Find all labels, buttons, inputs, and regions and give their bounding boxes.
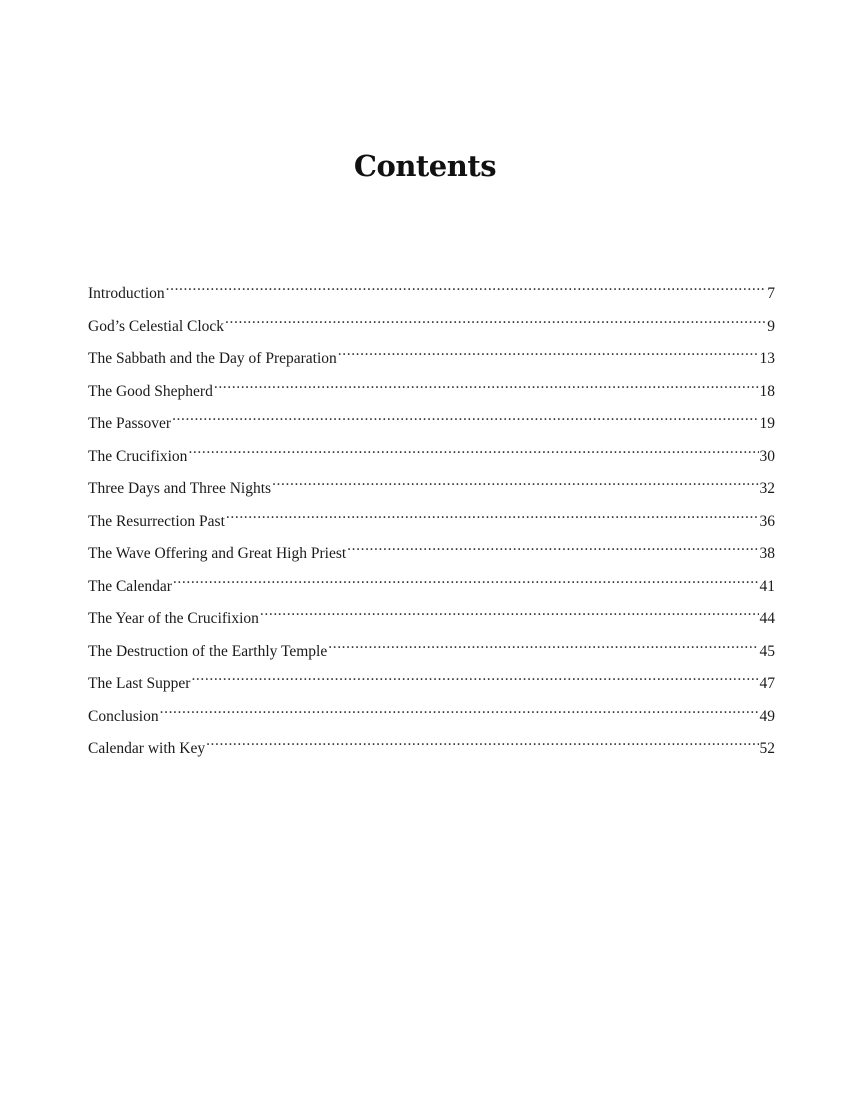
toc-entry-title: The Sabbath and the Day of Preparation xyxy=(88,350,337,367)
dot-leader xyxy=(188,437,758,461)
toc-entry-page: 41 xyxy=(759,577,775,595)
toc-entry-page: 9 xyxy=(767,317,775,335)
dot-leader xyxy=(260,599,759,623)
toc-entry-title: The Crucifixion xyxy=(88,447,188,465)
toc-entry xyxy=(88,307,775,340)
toc-entry-page: 47 xyxy=(759,675,775,692)
toc-entry-page: 49 xyxy=(759,707,775,725)
dot-leader xyxy=(225,307,766,331)
toc-entry-title: The Wave Offering and Great High Priest xyxy=(88,545,347,562)
toc-entry xyxy=(88,697,775,730)
toc-entry xyxy=(88,339,775,372)
toc-entry-title: The Last Supper xyxy=(88,675,191,692)
toc-entry-page: 52 xyxy=(759,740,775,757)
toc-entry xyxy=(88,599,775,632)
dot-leader xyxy=(226,502,759,526)
toc-entry-title: The Year of the Crucifixion xyxy=(88,610,259,627)
toc-entry xyxy=(88,664,775,697)
dot-leader xyxy=(272,469,758,493)
toc-entry xyxy=(88,404,775,437)
toc-entry-page: 36 xyxy=(759,512,775,530)
toc-entry-title: Introduction xyxy=(88,285,165,302)
page-title: Contents xyxy=(353,149,497,183)
toc-entry-title: The Destruction of the Earthly Temple xyxy=(88,642,328,660)
dot-leader xyxy=(172,404,758,428)
toc-entry-page: 30 xyxy=(759,447,775,465)
dot-leader xyxy=(160,697,759,721)
toc-entry xyxy=(88,274,775,307)
toc-entry-page: 44 xyxy=(759,610,775,627)
toc-entry-page: 7 xyxy=(767,285,775,302)
toc-entry-title: Conclusion xyxy=(88,707,159,725)
toc-entry xyxy=(88,567,775,600)
dot-leader xyxy=(338,339,759,363)
toc-entry-title: The Resurrection Past xyxy=(88,512,225,530)
dot-leader xyxy=(347,534,758,558)
toc-entry-title: God’s Celestial Clock xyxy=(88,317,225,335)
toc-entry xyxy=(88,469,775,502)
toc-entry-title: The Calendar xyxy=(88,577,172,595)
toc-entry-page: 13 xyxy=(759,350,775,367)
toc-entry xyxy=(88,729,775,762)
toc-entry-title: The Passover xyxy=(88,415,172,432)
toc-entry-page: 38 xyxy=(759,545,775,562)
toc-entry-title: The Good Shepherd xyxy=(88,382,213,400)
dot-leader xyxy=(328,632,758,656)
toc-entry-page: 32 xyxy=(759,480,775,497)
toc-entry xyxy=(88,437,775,470)
dot-leader xyxy=(214,372,759,396)
dot-leader xyxy=(166,274,767,298)
toc-entry xyxy=(88,502,775,535)
toc-entry-page: 19 xyxy=(759,415,775,432)
toc-entry-page: 18 xyxy=(759,382,775,400)
toc-entry xyxy=(88,632,775,665)
toc-entry xyxy=(88,372,775,405)
toc-entry-title: Three Days and Three Nights xyxy=(88,480,272,497)
dot-leader xyxy=(191,664,758,688)
toc-entry-page: 45 xyxy=(759,642,775,660)
dot-leader xyxy=(206,729,758,753)
toc-entry xyxy=(88,534,775,567)
dot-leader xyxy=(173,567,759,591)
table-of-contents xyxy=(88,274,775,762)
toc-entry-title: Calendar with Key xyxy=(88,740,206,757)
